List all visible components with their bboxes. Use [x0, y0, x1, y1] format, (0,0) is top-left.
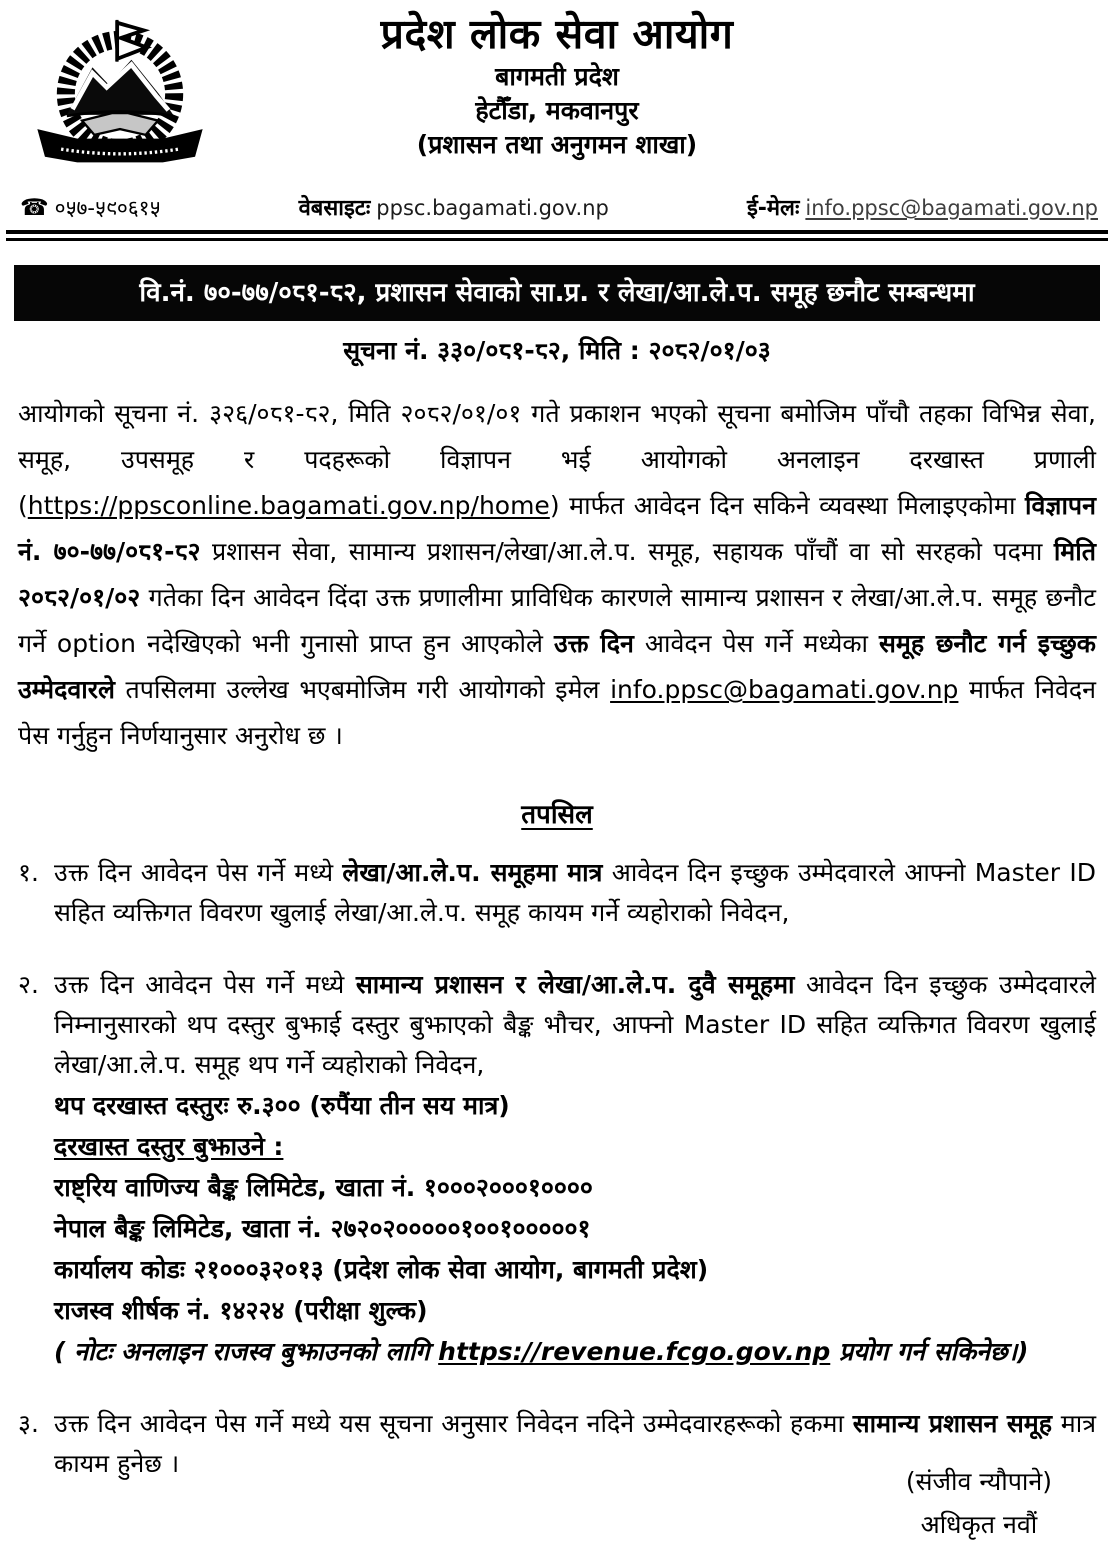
- fee-amount-line: [54, 1086, 1096, 1126]
- text-run: सामान्य प्रशासन समूह: [852, 1409, 1053, 1438]
- nbl-account-line: [54, 1209, 1096, 1249]
- online-revenue-note: [54, 1332, 1096, 1372]
- text-run: थप दरखास्त दस्तुरः रु.३०० (रुपैंया तीन सय मात्र): [54, 1091, 510, 1120]
- tapasil-list: [18, 853, 1096, 1484]
- city-line: हेटौँडा, मकवानपुर: [475, 96, 639, 125]
- contact-row: [0, 180, 1114, 228]
- signatory-name: (संजीव न्यौपाने): [905, 1467, 1052, 1496]
- website-label: वेबसाइटः: [298, 196, 371, 221]
- text-run: प्रयोग गर्न सकिनेछ।): [830, 1337, 1029, 1366]
- text-run: गतेका दिन आवेदन दिंदा उक्त प्रणालीमा प्राविधिक कारणले सामान्य प्रशासन र लेखा/आ.ले.प. समूह छनौट गर्ने option नदेखिएको भनी गुनासो प्राप्त हुन आएकोले: [18, 583, 1096, 658]
- text-run: मिति २०८२/०१/०२: [18, 537, 1096, 612]
- revenue-portal-link[interactable]: https://revenue.fcgo.gov.np: [438, 1337, 831, 1366]
- tapasil-heading: तपसिल: [521, 800, 593, 830]
- fee-payment-heading: [54, 1127, 1096, 1167]
- phone-block: [20, 194, 161, 222]
- email-link[interactable]: info.ppsc@bagamati.gov.np: [805, 196, 1098, 220]
- revenue-head-line: [54, 1291, 1096, 1331]
- item-number: ३.: [18, 1409, 39, 1438]
- divider-double-rule: [6, 230, 1108, 241]
- rbb-account-line: [54, 1168, 1096, 1208]
- org-title: प्रदेश लोक सेवा आयोग: [380, 10, 734, 58]
- list-item-2: [18, 965, 1096, 1372]
- text-run: ) मार्फत आवेदन दिन सकिने व्यवस्था मिलाइएकोमा: [549, 491, 1026, 520]
- branch-line: (प्रशासन तथा अनुगमन शाखा): [416, 130, 698, 159]
- text-run: सामान्य प्रशासन र लेखा/आ.ले.प. दुवै समूहमा: [355, 970, 795, 999]
- text-run: राष्ट्रिय वाणिज्य बैङ्क लिमिटेड, खाता नं. १०००२०००१००००: [54, 1173, 593, 1202]
- item-content: [54, 965, 1096, 1372]
- item-number: २.: [18, 970, 39, 999]
- item-number: १.: [18, 858, 39, 887]
- email-block: [747, 192, 1098, 222]
- text-run: उक्त दिन आवेदन पेस गर्ने मध्ये: [54, 858, 343, 887]
- text-run: तपसिलमा उल्लेख भएबमोजिम गरी आयोगको इमेल: [114, 675, 611, 704]
- email-label: ई-मेलः: [746, 196, 800, 221]
- text-run: उक्त दिन: [553, 629, 634, 658]
- list-item-1: [18, 853, 1096, 933]
- text-run: नेपाल बैङ्क लिमिटेड, खाता नं. २७२०२०००००१००१०००००१: [54, 1214, 591, 1243]
- letterhead: [0, 0, 1114, 180]
- text-run: उक्त दिन आवेदन पेस गर्ने मध्ये यस सूचना अनुसार निवेदन नदिने उम्मेदवारहरूको हकमा: [54, 1409, 853, 1438]
- ppsc-emblem-logo: [22, 18, 218, 170]
- text-run: ( नोटः अनलाइन राजस्व बुझाउनको लागि: [54, 1337, 439, 1366]
- text-run: राजस्व शीर्षक नं. १४२२४ (परीक्षा शुल्क): [54, 1296, 428, 1325]
- application-portal-link[interactable]: https://ppsconline.bagamati.gov.np/home: [27, 491, 550, 520]
- text-run: आवेदन दिन इच्छुक उम्मेदवारले निम्नानुसारको थप दस्तुर बुझाई दस्तुर बुझाएको बैङ्क भौचर, आफ्नो Master ID सहित व्यक्तिगत विवरण खुलाई लेखा/आ.ले.प. समूह थप गर्ने व्यहोराको निवेदन,: [54, 970, 1096, 1079]
- text-run: प्रशासन सेवा, सामान्य प्रशासन/लेखा/आ.ले.प. समूह, सहायक पाँचौं वा सो सरहको पदमा: [200, 537, 1054, 566]
- website-value: ppsc.bagamati.gov.np: [376, 196, 609, 220]
- email-link-inline[interactable]: info.ppsc@bagamati.gov.np: [610, 675, 959, 704]
- signatory-title: अधिकृत नवौं: [920, 1510, 1038, 1539]
- item-text: [54, 853, 1096, 933]
- telephone-icon: ☎: [20, 195, 49, 221]
- text-run: आयोगको सूचना नं. ३२६/०८१-८२, मिति २०८२/०१/०१ गते प्रकाशन भएको सूचना बमोजिम पाँचौ तहका विभिन्न सेवा, समूह, उपसमूह र पदहरूको विज्ञापन भई आयोगको अनलाइन दरखास्त प्रणाली (: [18, 399, 1096, 520]
- text-run: लेखा/आ.ले.प. समूहमा मात्र: [342, 858, 603, 887]
- text-run: दरखास्त दस्तुर बुझाउने :: [54, 1132, 284, 1161]
- office-code-line: [54, 1250, 1096, 1290]
- signature-inner: [906, 1460, 1052, 1546]
- subject-banner: वि.नं. ७०-७७/०८१-८२, प्रशासन सेवाको सा.प्र. र लेखा/आ.ले.प. समूह छनौट सम्बन्धमा: [14, 265, 1100, 321]
- phone-number: ०५७-५९०६१५: [54, 196, 161, 220]
- website-block: [299, 192, 609, 222]
- body-paragraph: [18, 391, 1096, 759]
- province-line: बागमती प्रदेश: [495, 62, 619, 91]
- text-run: उक्त दिन आवेदन पेस गर्ने मध्ये: [54, 970, 356, 999]
- item-content: [54, 853, 1096, 933]
- text-run: विज्ञापन नं. ७०-७७/०८१-८२: [18, 491, 1096, 566]
- item-text: [54, 965, 1096, 1085]
- text-run: आवेदन दिन इच्छुक उम्मेदवारले आफ्नो Master ID सहित व्यक्तिगत विवरण खुलाई लेखा/आ.ले.प. समूह कायम गर्ने व्यहोराको निवेदन,: [54, 858, 1096, 927]
- text-run: मार्फत निवेदन पेस गर्नुहुन निर्णयानुसार अनुरोध छ ।: [18, 675, 1096, 750]
- text-run: आवेदन पेस गर्ने मध्येका: [633, 629, 880, 658]
- text-run: कार्यालय कोडः २१०००३२०१३ (प्रदेश लोक सेवा आयोग, बागमती प्रदेश): [54, 1255, 709, 1284]
- notice-number-line: सूचना नं. ३३०/०८१-८२, मिति : २०८२/०१/०३: [343, 336, 771, 365]
- text-run: मात्र कायम हुनेछ ।: [54, 1409, 1096, 1478]
- text-run: समूह छनौट गर्न इच्छुक उम्मेदवारले: [18, 629, 1096, 704]
